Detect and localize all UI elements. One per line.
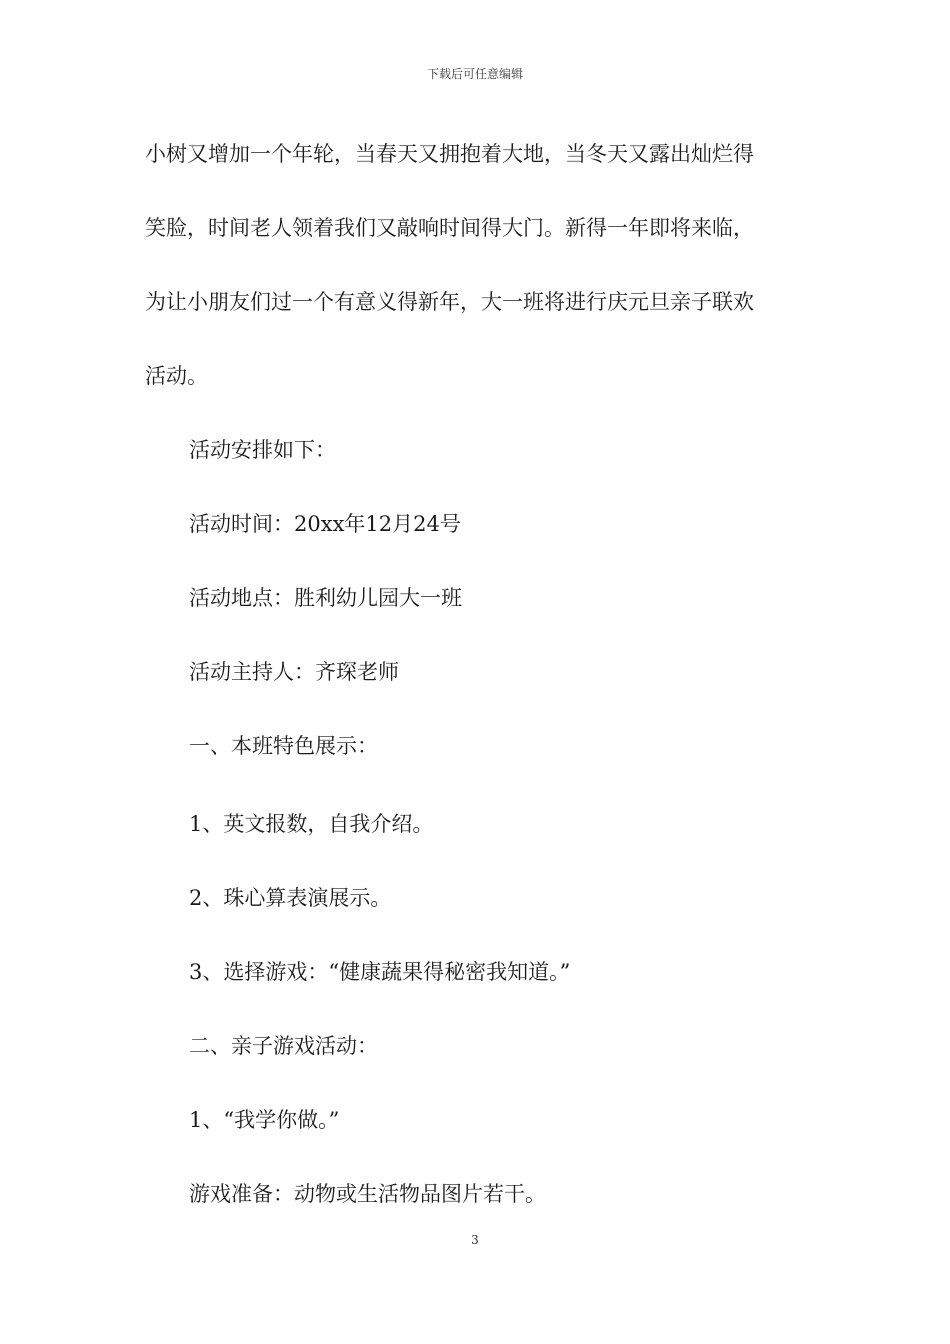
section-1-item-1: 1、英文报数，自我介绍。 — [189, 812, 434, 836]
activity-time: 活动时间：20xx年12月24号 — [189, 512, 461, 536]
activity-location: 活动地点：胜利幼儿园大一班 — [189, 586, 462, 610]
intro-line-3: 为让小朋友们过一个有意义得新年，大一班将进行庆元旦亲子联欢 — [145, 290, 754, 314]
section-2-item-1: 1、“我学你做。” — [189, 1108, 340, 1132]
section-1-item-3: 3、选择游戏：“健康蔬果得秘密我知道。” — [189, 960, 571, 984]
intro-line-2: 笑脸，时间老人领着我们又敲响时间得大门。新得一年即将来临， — [145, 216, 754, 240]
section-1-heading: 一、本班特色展示： — [189, 734, 378, 758]
schedule-heading: 活动安排如下： — [189, 438, 336, 462]
activity-host: 活动主持人：齐琛老师 — [189, 660, 399, 684]
page-header: 下载后可任意编辑 — [426, 67, 523, 81]
intro-line-4: 活动。 — [145, 364, 208, 388]
intro-line-1: 小树又增加一个年轮，当春天又拥抱着大地，当冬天又露出灿烂得 — [145, 142, 754, 166]
section-1-item-2: 2、珠心算表演展示。 — [189, 886, 392, 910]
game-preparation: 游戏准备：动物或生活物品图片若干。 — [189, 1182, 546, 1206]
section-2-heading: 二、亲子游戏活动： — [189, 1034, 378, 1058]
page-number: 3 — [471, 1233, 479, 1247]
